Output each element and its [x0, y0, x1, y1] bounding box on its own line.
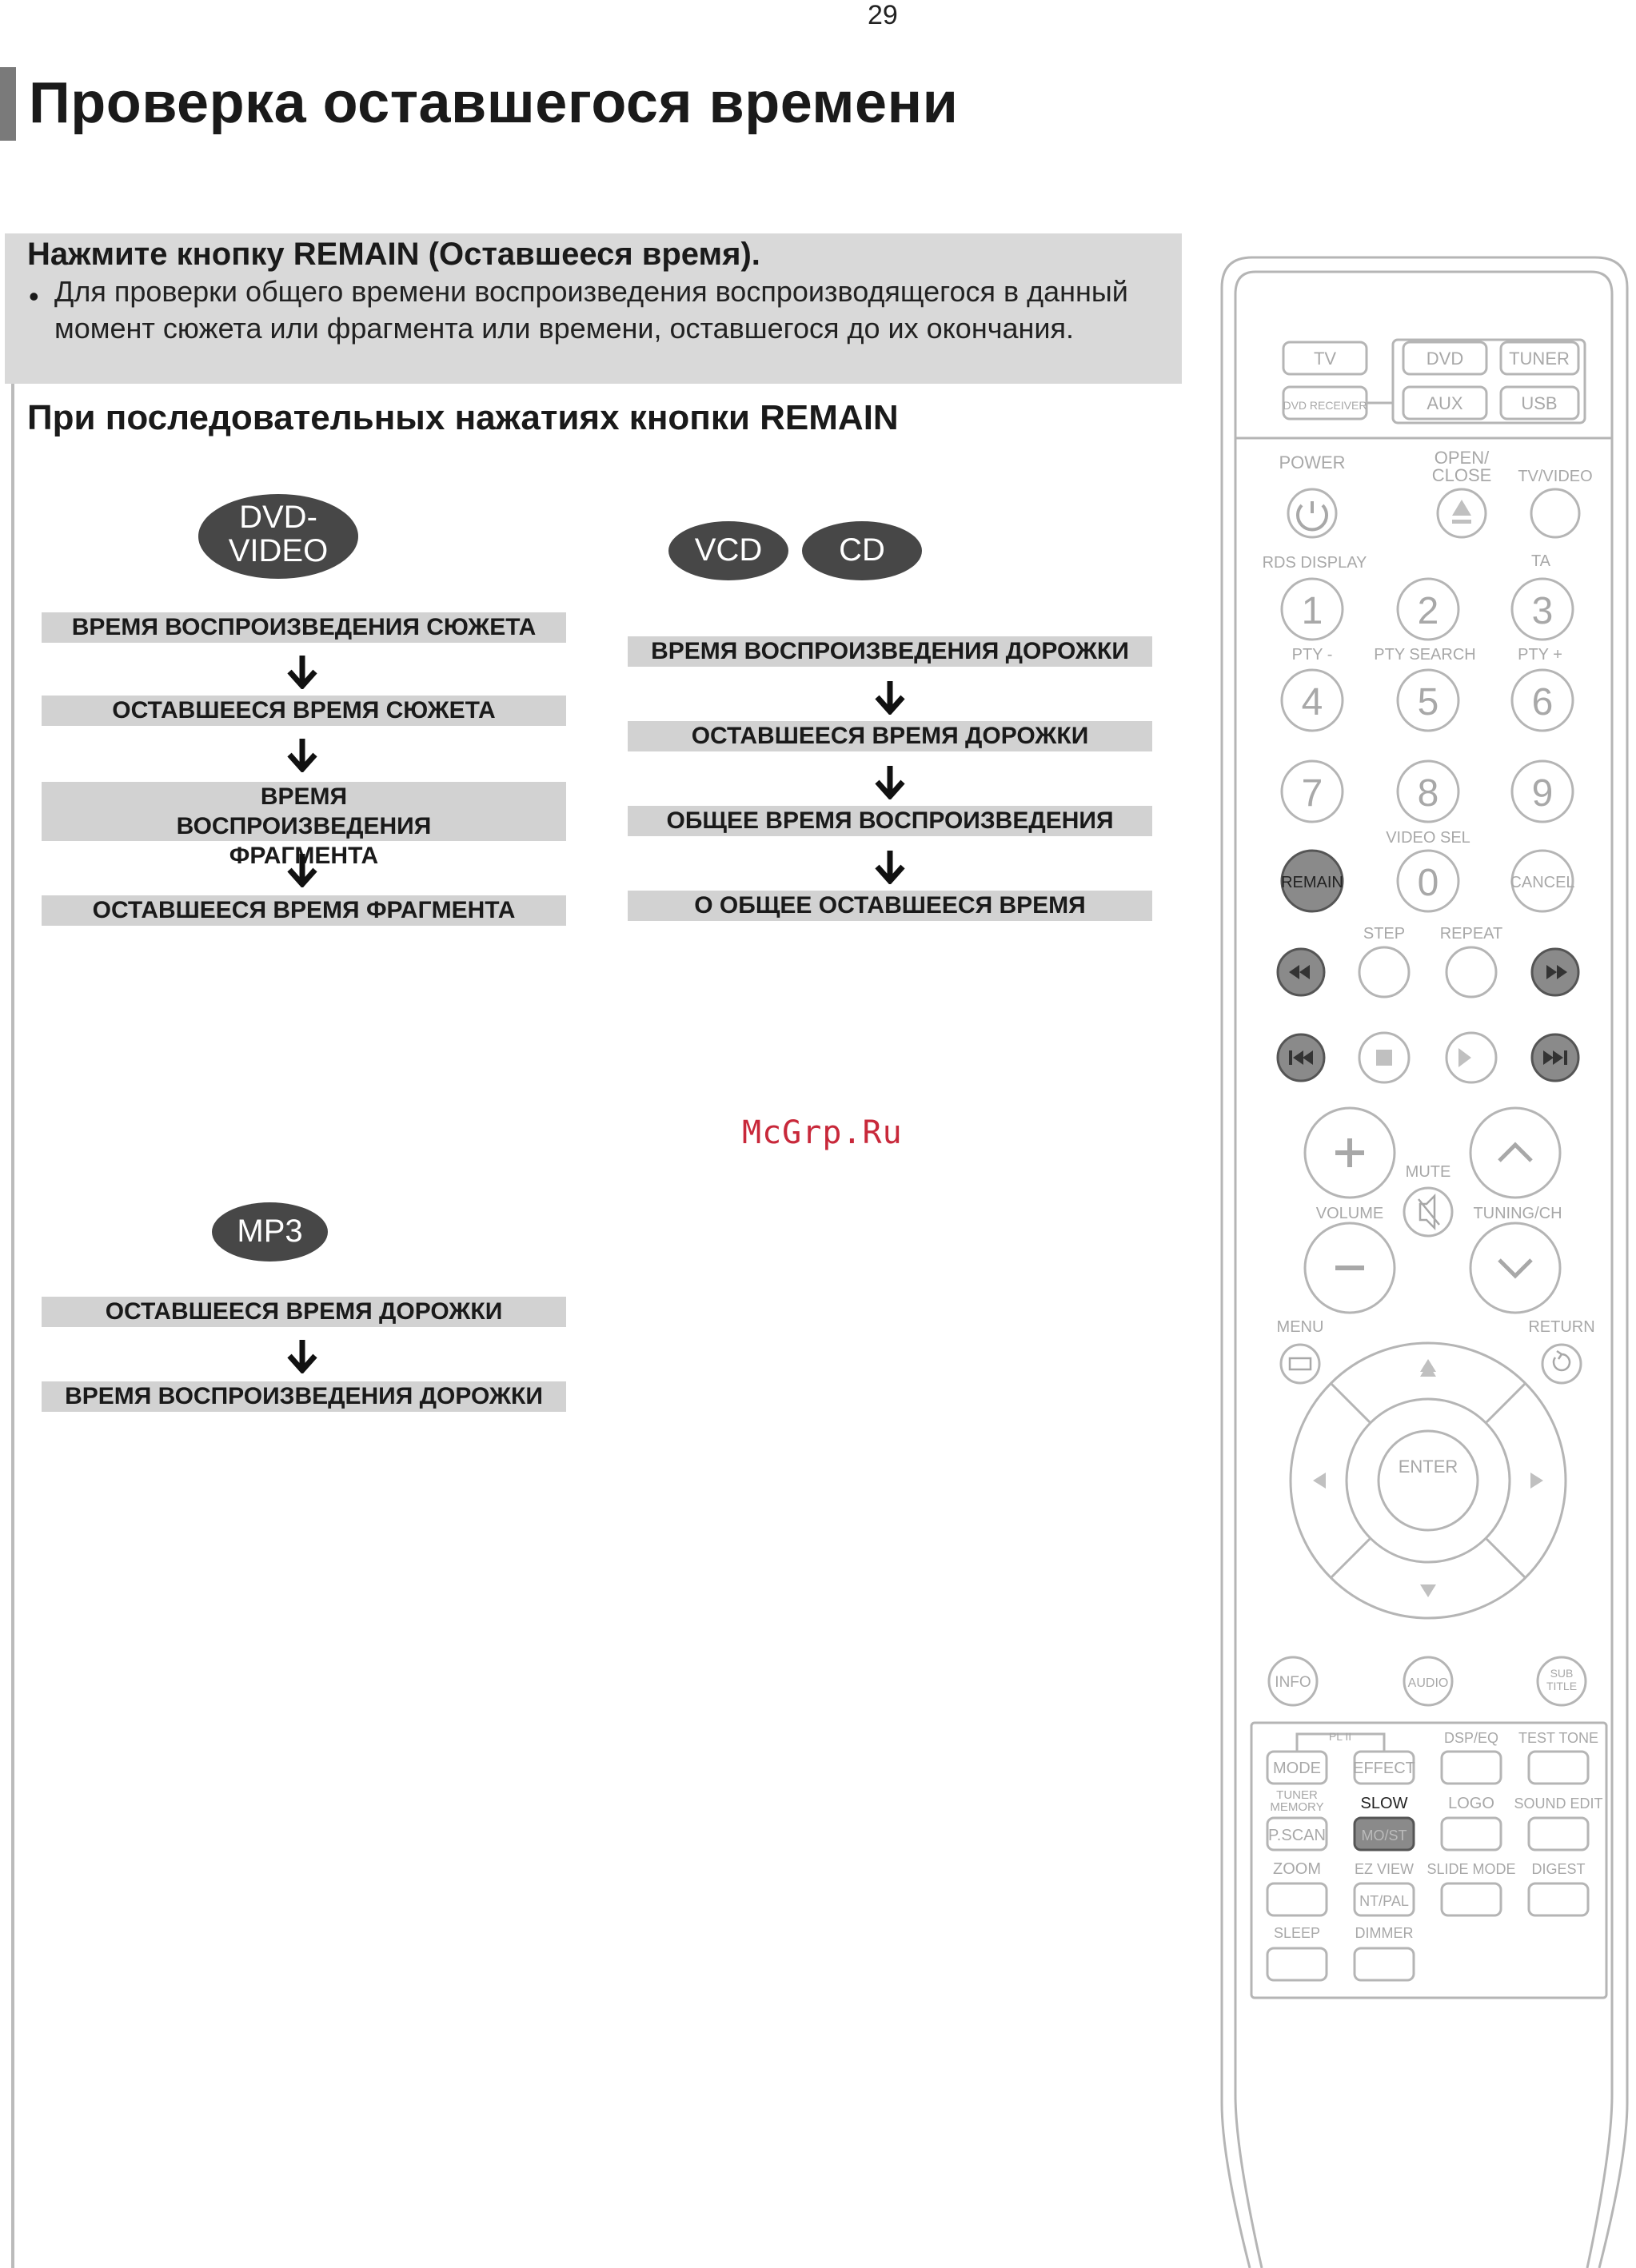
- mute-icon: [1419, 1196, 1439, 1228]
- svg-text:REMAIN: REMAIN: [1281, 874, 1343, 891]
- up-arrow-icon: [1420, 1359, 1436, 1372]
- sequence-heading: При последовательных нажатиях кнопки REMAIN: [27, 398, 899, 437]
- svg-text:DIGEST: DIGEST: [1531, 1861, 1586, 1877]
- bullet-dot: •: [29, 280, 39, 313]
- down-arrow-icon: [874, 680, 906, 715]
- svg-text:SLOW: SLOW: [1360, 1795, 1408, 1812]
- chevron-down-icon: [1499, 1260, 1531, 1276]
- svg-text:MENU: MENU: [1276, 1318, 1324, 1336]
- svg-text:RDS DISPLAY: RDS DISPLAY: [1262, 554, 1367, 572]
- svg-text:EZ VIEW: EZ VIEW: [1354, 1861, 1415, 1877]
- svg-text:OPEN/: OPEN/: [1434, 448, 1490, 468]
- cd-badge: CD: [802, 521, 922, 580]
- play-pause-icon: [1458, 1048, 1471, 1067]
- svg-text:AUDIO: AUDIO: [1407, 1676, 1449, 1690]
- mp3-step-2: ВРЕМЯ ВОСПРОИЗВЕДЕНИЯ ДОРОЖКИ: [42, 1381, 566, 1412]
- svg-text:MEMORY: MEMORY: [1270, 1800, 1324, 1814]
- svg-text:LOGO: LOGO: [1448, 1795, 1494, 1812]
- cd-step-3: ОБЩЕЕ ВРЕМЯ ВОСПРОИЗВЕДЕНИЯ: [628, 806, 1152, 836]
- dvd-badge-line2: VIDEO: [228, 533, 329, 568]
- svg-text:DVD: DVD: [1426, 349, 1464, 369]
- eject-icon: [1452, 500, 1471, 524]
- svg-text:7: 7: [1301, 772, 1323, 815]
- left-rule: [11, 384, 14, 2268]
- instruction-heading: Нажмите кнопку REMAIN (Оставшееся время).: [27, 237, 760, 272]
- title-accent-bar: [0, 67, 16, 141]
- svg-text:9: 9: [1531, 772, 1554, 815]
- svg-text:CLOSE: CLOSE: [1431, 465, 1492, 485]
- svg-text:STEP: STEP: [1363, 925, 1406, 943]
- svg-text:0: 0: [1417, 862, 1439, 904]
- stop-icon: [1376, 1050, 1392, 1066]
- vcd-badge: VCD: [668, 521, 788, 580]
- dvd-step-4: ОСТАВШЕЕСЯ ВРЕМЯ ФРАГМЕНТА: [42, 895, 566, 926]
- svg-text:SOUND EDIT: SOUND EDIT: [1514, 1796, 1603, 1812]
- svg-text:SUB: SUB: [1550, 1667, 1574, 1680]
- svg-text:VOLUME: VOLUME: [1315, 1205, 1384, 1222]
- down-arrow-icon: [286, 852, 318, 887]
- svg-text:TEST TONE: TEST TONE: [1518, 1730, 1599, 1746]
- svg-text:POWER: POWER: [1279, 452, 1346, 472]
- cd-step-2: ОСТАВШЕЕСЯ ВРЕМЯ ДОРОЖКИ: [628, 721, 1152, 751]
- svg-text:TA: TA: [1530, 552, 1551, 570]
- dvd-step-1: ВРЕМЯ ВОСПРОИЗВЕДЕНИЯ СЮЖЕТА: [42, 612, 566, 643]
- svg-text:PTY +: PTY +: [1518, 646, 1562, 664]
- svg-text:P.SCAN: P.SCAN: [1268, 1827, 1326, 1844]
- down-arrow-icon: [874, 849, 906, 884]
- svg-text:TITLE: TITLE: [1546, 1680, 1578, 1692]
- power-icon: [1298, 501, 1327, 529]
- down-arrow-icon: [874, 764, 906, 799]
- down-arrow-icon: [286, 654, 318, 689]
- svg-text:5: 5: [1417, 681, 1439, 723]
- svg-text:PTY -: PTY -: [1291, 646, 1333, 664]
- svg-text:REPEAT: REPEAT: [1439, 925, 1503, 943]
- svg-text:USB: USB: [1521, 393, 1558, 413]
- svg-text:DVD RECEIVER: DVD RECEIVER: [1283, 399, 1367, 412]
- mp3-step-1: ОСТАВШЕЕСЯ ВРЕМЯ ДОРОЖКИ: [42, 1297, 566, 1327]
- svg-text:TUNING/CH: TUNING/CH: [1473, 1205, 1562, 1222]
- svg-text:NT/PAL: NT/PAL: [1359, 1893, 1409, 1909]
- svg-text:PL II: PL II: [1328, 1730, 1352, 1743]
- down-arrow-icon: [286, 737, 318, 772]
- dvd-step-2: ОСТАВШЕЕСЯ ВРЕМЯ СЮЖЕТА: [42, 696, 566, 726]
- svg-text:DSP/EQ: DSP/EQ: [1443, 1730, 1499, 1746]
- tv-video-button: [1531, 489, 1579, 537]
- svg-text:ENTER: ENTER: [1398, 1457, 1458, 1477]
- svg-text:SLEEP: SLEEP: [1273, 1925, 1321, 1941]
- svg-text:1: 1: [1301, 590, 1323, 632]
- svg-text:VIDEO SEL: VIDEO SEL: [1386, 829, 1470, 847]
- chevron-up-icon: [1499, 1145, 1531, 1161]
- svg-text:INFO: INFO: [1275, 1674, 1311, 1691]
- left-arrow-icon: [1313, 1473, 1326, 1489]
- dvd-video-badge: [198, 494, 358, 579]
- remote-control: [1215, 256, 1636, 2268]
- return-icon: [1554, 1351, 1570, 1370]
- svg-text:ZOOM: ZOOM: [1273, 1860, 1321, 1878]
- svg-text:8: 8: [1417, 772, 1439, 815]
- dvd-badge-line1: DVD-: [239, 500, 317, 535]
- svg-text:TV: TV: [1313, 349, 1337, 369]
- down-arrow-icon: [1420, 1584, 1436, 1597]
- svg-text:TV/VIDEO: TV/VIDEO: [1518, 468, 1593, 485]
- svg-text:MODE: MODE: [1273, 1760, 1321, 1777]
- instruction-bullet: Для проверки общего времени воспроизведения воспроизводящегося в данный момент сюжета или фрагмента или времени, оставшегося до их окончания.: [54, 275, 1128, 345]
- svg-text:6: 6: [1531, 681, 1554, 723]
- svg-text:CANCEL: CANCEL: [1510, 874, 1575, 891]
- svg-text:4: 4: [1301, 681, 1323, 723]
- svg-text:TUNER: TUNER: [1276, 1788, 1318, 1802]
- svg-text:3: 3: [1531, 590, 1554, 632]
- dvd-step-3: ВРЕМЯ ВОСПРОИЗВЕДЕНИЯ ФРАГМЕНТА: [42, 782, 566, 841]
- svg-text:TUNER: TUNER: [1509, 349, 1570, 369]
- svg-text:2: 2: [1417, 590, 1439, 632]
- page-title: Проверка оставшегося времени: [29, 71, 959, 135]
- svg-text:AUX: AUX: [1427, 393, 1463, 413]
- svg-text:RETURN: RETURN: [1528, 1318, 1595, 1336]
- right-arrow-icon: [1530, 1473, 1543, 1489]
- down-arrow-icon: [286, 1338, 318, 1373]
- cd-step-4: О ОБЩЕЕ ОСТАВШЕЕСЯ ВРЕМЯ: [628, 891, 1152, 921]
- svg-text:MUTE: MUTE: [1405, 1163, 1451, 1181]
- plus-icon: [1335, 1138, 1364, 1167]
- svg-text:MO/ST: MO/ST: [1361, 1828, 1407, 1843]
- menu-icon: [1290, 1358, 1311, 1369]
- svg-text:SLIDE MODE: SLIDE MODE: [1427, 1861, 1516, 1877]
- svg-text:PTY SEARCH: PTY SEARCH: [1374, 646, 1476, 664]
- mp3-badge: MP3: [212, 1202, 328, 1262]
- page-number: 29: [868, 0, 898, 30]
- cd-step-1: ВРЕМЯ ВОСПРОИЗВЕДЕНИЯ ДОРОЖКИ: [628, 636, 1152, 667]
- svg-text:DIMMER: DIMMER: [1355, 1925, 1414, 1941]
- watermark: McGrp.Ru: [742, 1114, 903, 1151]
- svg-text:EFFECT: EFFECT: [1353, 1760, 1415, 1777]
